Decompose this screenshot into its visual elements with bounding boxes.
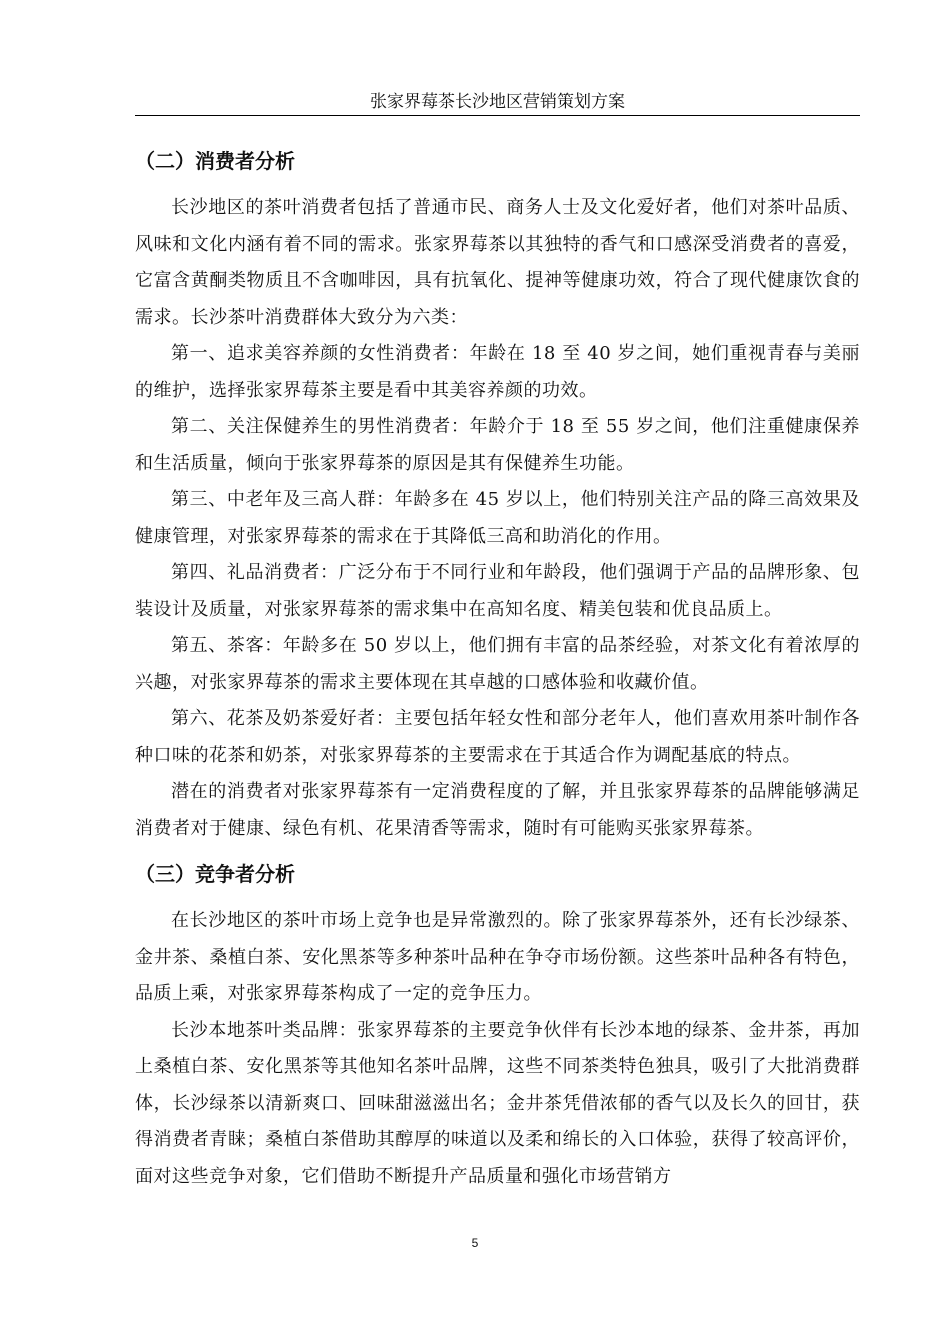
paragraph: 第一、追求美容养颜的女性消费者：年龄在 18 至 40 岁之间，她们重视青春与美丽的维护，选择张家界莓茶主要是看中其美容养颜的功效。: [135, 343, 860, 401]
section-heading: （三）竞争者分析: [135, 862, 295, 886]
paragraph: 长沙本地茶叶类品牌：张家界莓茶的主要竞争伙伴有长沙本地的绿茶、金井茶，再加上桑植白茶、安化黑茶等其他知名茶叶品牌，这些不同茶类特色独具，吸引了大批消费群体，长沙绿茶以清新爽口、回味甜滋滋出名；金井茶凭借浓郁的香气以及长久的回甘，获得消费者青睐；桑植白茶借助其醇厚的味道以及柔和绵长的入口体验，获得了较高评价，面对这些竞争对象，它们借助不断提升产品质量和强化市场营销方: [135, 1019, 860, 1187]
section-consumer-analysis: [135, 142, 860, 847]
section-heading: （二）消费者分析: [135, 149, 295, 173]
header-rule: [135, 115, 860, 116]
section-competitor-analysis: [135, 855, 860, 1195]
paragraph: 第五、茶客：年龄多在 50 岁以上，他们拥有丰富的品茶经验，对茶文化有着浓厚的兴趣，对张家界莓茶的需求主要体现在其卓越的口感体验和收藏价值。: [135, 635, 860, 693]
page-number: 5: [471, 1236, 479, 1250]
paragraph: 长沙地区的茶叶消费者包括了普通市民、商务人士及文化爱好者，他们对茶叶品质、风味和文化内涵有着不同的需求。张家界莓茶以其独特的香气和口感深受消费者的喜爱，它富含黄酮类物质且不含咖啡因，具有抗氧化、提神等健康功效，符合了现代健康饮食的需求。长沙茶叶消费群体大致分为六类：: [135, 197, 860, 328]
paragraph: 第二、关注保健养生的男性消费者：年龄介于 18 至 55 岁之间，他们注重健康保养和生活质量，倾向于张家界莓茶的原因是其有保健养生功能。: [135, 416, 860, 474]
paragraph: 第三、中老年及三高人群：年龄多在 45 岁以上，他们特别关注产品的降三高效果及健康管理，对张家界莓茶的需求在于其降低三高和助消化的作用。: [135, 489, 860, 547]
paragraph: 第四、礼品消费者：广泛分布于不同行业和年龄段，他们强调于产品的品牌形象、包装设计及质量，对张家界莓茶的需求集中在高知名度、精美包装和优良品质上。: [135, 562, 860, 620]
section-gap: [135, 847, 860, 855]
paragraph: 在长沙地区的茶叶市场上竞争也是异常激烈的。除了张家界莓茶外，还有长沙绿茶、金井茶、桑植白茶、安化黑茶等多种茶叶品种在争夺市场份额。这些茶叶品种各有特色，品质上乘，对张家界莓茶构成了一定的竞争压力。: [135, 910, 860, 1004]
page-content: [135, 142, 860, 1195]
running-header: 张家界莓茶长沙地区营销策划方案: [370, 92, 625, 112]
paragraph: 潜在的消费者对张家界莓茶有一定消费程度的了解，并且张家界莓茶的品牌能够满足消费者对于健康、绿色有机、花果清香等需求，随时有可能购买张家界莓茶。: [135, 781, 860, 839]
paragraph: 第六、花茶及奶茶爱好者：主要包括年轻女性和部分老年人，他们喜欢用茶叶制作各种口味的花茶和奶茶，对张家界莓茶的主要需求在于其适合作为调配基底的特点。: [135, 708, 860, 766]
